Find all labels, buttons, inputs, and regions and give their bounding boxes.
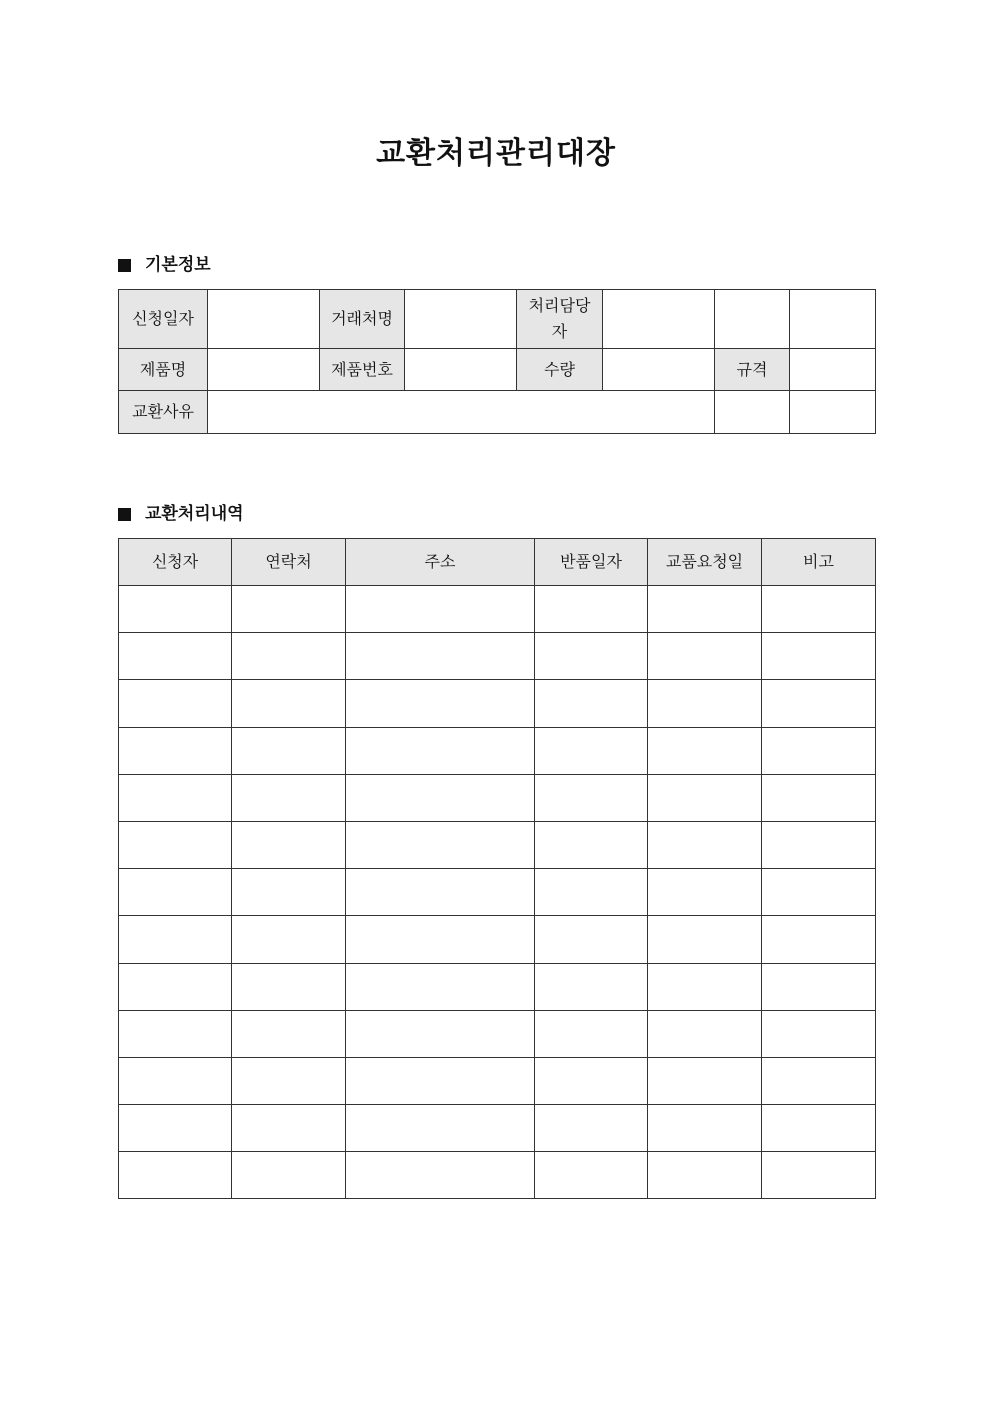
handler-label: 처리담당자 <box>517 290 603 349</box>
table-cell[interactable] <box>535 586 648 633</box>
table-cell[interactable] <box>346 1105 535 1152</box>
table-row <box>119 1105 876 1152</box>
table-cell[interactable] <box>346 1057 535 1104</box>
history-header-row <box>119 539 876 586</box>
table-row <box>119 869 876 916</box>
table-cell[interactable] <box>346 916 535 963</box>
table-row <box>119 916 876 963</box>
table-cell[interactable] <box>648 1105 762 1152</box>
history-table <box>118 538 876 1199</box>
table-cell[interactable] <box>762 586 876 633</box>
extra-field-3[interactable] <box>715 391 790 434</box>
history-heading <box>118 502 244 526</box>
table-cell[interactable] <box>762 821 876 868</box>
table-cell[interactable] <box>535 1152 648 1199</box>
extra-field-2[interactable] <box>790 290 876 349</box>
table-cell[interactable] <box>119 963 232 1010</box>
table-cell[interactable] <box>119 1010 232 1057</box>
table-cell[interactable] <box>762 916 876 963</box>
table-cell[interactable] <box>762 1057 876 1104</box>
basic-info-table <box>118 289 876 434</box>
product-number-field[interactable] <box>405 349 517 391</box>
table-row <box>119 680 876 727</box>
table-cell[interactable] <box>232 774 346 821</box>
table-cell[interactable] <box>535 869 648 916</box>
table-cell[interactable] <box>762 774 876 821</box>
table-cell[interactable] <box>535 633 648 680</box>
basic-info-heading-text: 기본정보 <box>145 255 211 275</box>
table-cell[interactable] <box>232 633 346 680</box>
table-row <box>119 1057 876 1104</box>
table-cell[interactable] <box>346 869 535 916</box>
column-header-request-date: 교품요청일 <box>648 539 762 586</box>
table-row <box>119 633 876 680</box>
client-name-field[interactable] <box>405 290 517 349</box>
table-cell[interactable] <box>119 821 232 868</box>
table-cell[interactable] <box>119 680 232 727</box>
table-cell[interactable] <box>648 916 762 963</box>
apply-date-label: 신청일자 <box>119 290 208 349</box>
table-cell[interactable] <box>762 680 876 727</box>
table-cell[interactable] <box>232 1105 346 1152</box>
table-cell[interactable] <box>762 1152 876 1199</box>
table-cell[interactable] <box>119 916 232 963</box>
table-cell[interactable] <box>535 774 648 821</box>
table-cell[interactable] <box>119 1152 232 1199</box>
table-cell[interactable] <box>535 1057 648 1104</box>
table-cell[interactable] <box>232 1010 346 1057</box>
table-row <box>119 586 876 633</box>
table-cell[interactable] <box>648 821 762 868</box>
table-cell[interactable] <box>648 680 762 727</box>
basic-info-heading <box>118 253 211 277</box>
spec-label: 규격 <box>715 349 790 391</box>
table-row <box>119 727 876 774</box>
table-cell[interactable] <box>648 774 762 821</box>
table-row <box>119 963 876 1010</box>
square-bullet-icon <box>118 259 131 272</box>
table-cell[interactable] <box>346 963 535 1010</box>
column-header-return-date: 반품일자 <box>535 539 648 586</box>
table-cell[interactable] <box>346 774 535 821</box>
table-cell[interactable] <box>346 821 535 868</box>
table-cell[interactable] <box>648 869 762 916</box>
exchange-reason-field[interactable] <box>208 391 715 434</box>
product-number-label: 제품번호 <box>320 349 405 391</box>
table-cell[interactable] <box>119 774 232 821</box>
table-cell[interactable] <box>232 586 346 633</box>
table-cell[interactable] <box>346 586 535 633</box>
table-cell[interactable] <box>232 680 346 727</box>
column-header-remarks: 비고 <box>762 539 876 586</box>
column-header-applicant: 신청자 <box>119 539 232 586</box>
table-cell[interactable] <box>346 633 535 680</box>
apply-date-field[interactable] <box>208 290 320 349</box>
table-cell[interactable] <box>346 727 535 774</box>
table-cell[interactable] <box>535 963 648 1010</box>
table-cell[interactable] <box>119 727 232 774</box>
spec-field[interactable] <box>790 349 876 391</box>
table-cell[interactable] <box>648 963 762 1010</box>
table-cell[interactable] <box>762 1105 876 1152</box>
table-cell[interactable] <box>232 1152 346 1199</box>
table-cell[interactable] <box>648 633 762 680</box>
table-cell[interactable] <box>346 1010 535 1057</box>
table-cell[interactable] <box>535 680 648 727</box>
table-cell[interactable] <box>762 633 876 680</box>
document-title: 교환처리관리대장 <box>376 136 616 171</box>
table-cell[interactable] <box>346 1152 535 1199</box>
table-cell[interactable] <box>119 869 232 916</box>
table-cell[interactable] <box>648 1010 762 1057</box>
table-cell[interactable] <box>346 680 535 727</box>
table-row <box>119 1152 876 1199</box>
table-cell[interactable] <box>762 1010 876 1057</box>
table-cell[interactable] <box>535 916 648 963</box>
history-body <box>119 586 876 1199</box>
table-cell[interactable] <box>648 586 762 633</box>
table-cell[interactable] <box>762 727 876 774</box>
history-heading-text: 교환처리내역 <box>145 504 244 524</box>
quantity-field[interactable] <box>603 349 715 391</box>
table-cell[interactable] <box>648 1152 762 1199</box>
square-bullet-icon <box>118 508 131 521</box>
table-row <box>119 821 876 868</box>
table-cell[interactable] <box>535 727 648 774</box>
table-cell[interactable] <box>648 727 762 774</box>
extra-field-1[interactable] <box>715 290 790 349</box>
table-cell[interactable] <box>535 1105 648 1152</box>
table-cell[interactable] <box>232 963 346 1010</box>
table-cell[interactable] <box>232 821 346 868</box>
product-name-field[interactable] <box>208 349 320 391</box>
table-cell[interactable] <box>232 1057 346 1104</box>
table-cell[interactable] <box>762 869 876 916</box>
column-header-contact: 연락처 <box>232 539 346 586</box>
table-cell[interactable] <box>535 1010 648 1057</box>
column-header-address: 주소 <box>346 539 535 586</box>
handler-field[interactable] <box>603 290 715 349</box>
table-cell[interactable] <box>119 1105 232 1152</box>
quantity-label: 수량 <box>517 349 603 391</box>
table-cell[interactable] <box>762 963 876 1010</box>
table-cell[interactable] <box>232 916 346 963</box>
table-cell[interactable] <box>119 633 232 680</box>
table-cell[interactable] <box>648 1057 762 1104</box>
table-cell[interactable] <box>232 727 346 774</box>
table-cell[interactable] <box>119 1057 232 1104</box>
table-row <box>119 1010 876 1057</box>
table-cell[interactable] <box>535 821 648 868</box>
exchange-reason-label: 교환사유 <box>119 391 208 434</box>
client-name-label: 거래처명 <box>320 290 405 349</box>
product-name-label: 제품명 <box>119 349 208 391</box>
table-cell[interactable] <box>119 586 232 633</box>
table-row <box>119 774 876 821</box>
table-cell[interactable] <box>232 869 346 916</box>
extra-field-4[interactable] <box>790 391 876 434</box>
